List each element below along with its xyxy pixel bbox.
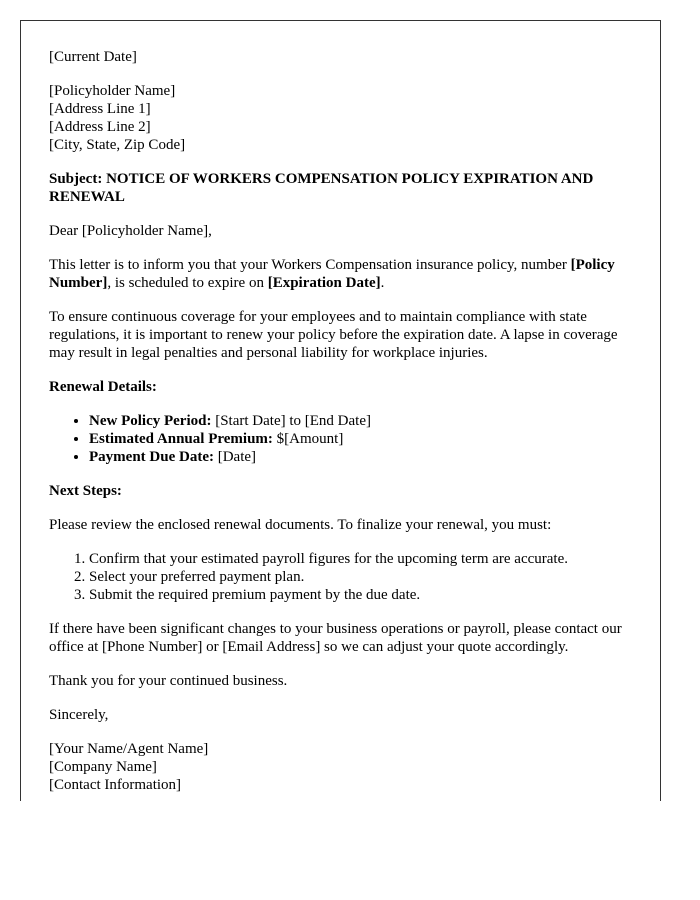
signature-block: [49, 740, 632, 794]
closing: Sincerely,: [49, 707, 109, 723]
list-item: 2. Select your preferred payment plan.: [89, 568, 632, 586]
subject-label: Subject:: [49, 171, 103, 187]
next-steps-heading-text: Next Steps:: [49, 483, 122, 499]
next-steps-heading: [49, 482, 632, 500]
letter-page: [20, 20, 661, 801]
intro-text: This letter is to inform you that your Workers Compensation insurance policy, number: [49, 257, 571, 273]
city-state-zip: [City, State, Zip Code]: [49, 137, 186, 153]
item-label: Payment Due Date:: [89, 449, 214, 465]
address-line-2: [Address Line 2]: [49, 119, 151, 135]
company-name: [Company Name]: [49, 759, 157, 775]
recipient-name: [Policyholder Name]: [49, 83, 176, 99]
signer-name: [Your Name/Agent Name]: [49, 741, 209, 757]
contact-information: [Contact Information]: [49, 777, 182, 793]
address-line-1: [Address Line 1]: [49, 101, 151, 117]
intro-paragraph: [49, 256, 632, 292]
next-steps-intro: Please review the enclosed renewal documents. To finalize your renewal, you must:: [49, 517, 552, 533]
list-item: 1. Confirm that your estimated payroll figures for the upcoming term are accurate.: [89, 550, 632, 568]
renewal-heading: [49, 378, 632, 396]
list-item: 3. Submit the required premium payment by the due date.: [89, 586, 632, 604]
item-label: Estimated Annual Premium:: [89, 431, 273, 447]
item-label: New Policy Period:: [89, 413, 212, 429]
recipient-address: [49, 82, 632, 154]
compliance-paragraph: To ensure continuous coverage for your employees and to maintain compliance with state regulations, it is important to renew your policy before the expiration date. A lapse in coverage may result in legal penalties and personal liability for workplace injuries.: [49, 309, 618, 361]
steps-list: [49, 550, 632, 604]
intro-text: .: [380, 275, 385, 291]
salutation: Dear [Policyholder Name],: [49, 223, 212, 239]
item-value: $[Amount]: [272, 431, 344, 447]
renewal-details-list: [49, 412, 632, 466]
item-value: [Start Date] to [End Date]: [211, 413, 371, 429]
changes-paragraph: If there have been significant changes to your business operations or payroll, please contact our office at [Phone Number] or [Email Address] so we can adjust your quote accordingly.: [49, 621, 622, 655]
renewal-heading-text: Renewal Details:: [49, 379, 157, 395]
current-date: [Current Date]: [49, 49, 137, 65]
subject-text: NOTICE OF WORKERS COMPENSATION POLICY EXPIRATION AND RENEWAL: [49, 171, 594, 205]
item-value: [Date]: [213, 449, 257, 465]
list-item: [89, 430, 632, 448]
list-item: [89, 448, 632, 466]
policy-number: [Policy Number]: [49, 257, 615, 291]
thanks-line: Thank you for your continued business.: [49, 673, 288, 689]
subject-line: [49, 170, 632, 206]
list-item: [89, 412, 632, 430]
expiration-date: [Expiration Date]: [267, 275, 381, 291]
intro-text: , is scheduled to expire on: [107, 275, 268, 291]
